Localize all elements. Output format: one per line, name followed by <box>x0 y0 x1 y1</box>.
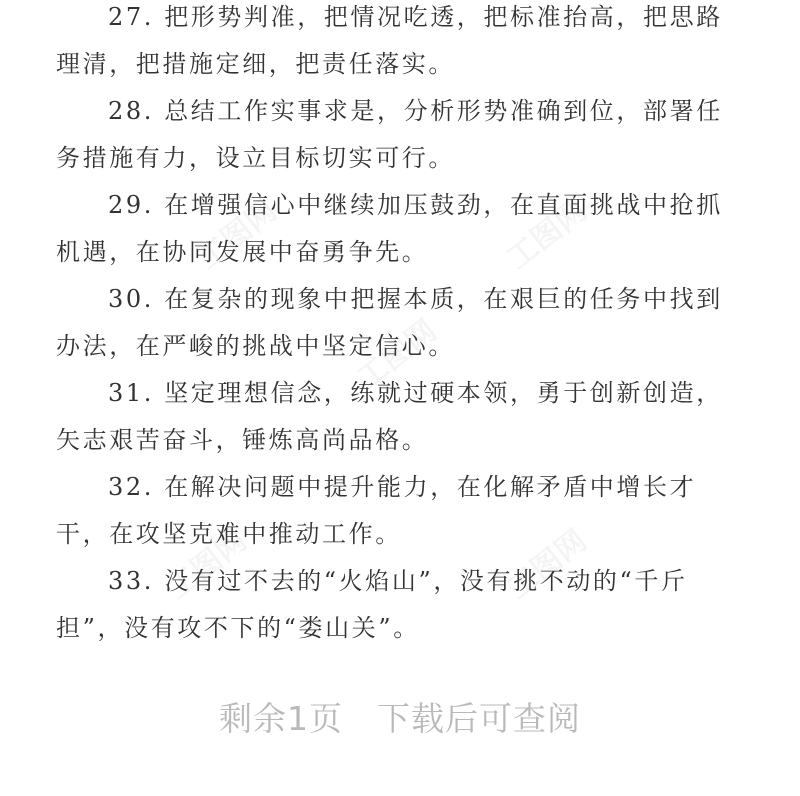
remaining-pages-label: 剩余1页 <box>219 699 343 738</box>
paragraph-31: 31. 坚定理想信念，练就过硬本领，勇于创新创造，矢志艰苦奋斗，锤炼高尚品格。 <box>56 379 723 454</box>
paragraph-29: 29. 在增强信心中继续加压鼓劲，在直面挑战中抢抓机遇，在协同发展中奋勇争先。 <box>56 191 723 266</box>
paragraph-30: 30. 在复杂的现象中把握本质，在艰巨的任务中找到办法，在严峻的挑战中坚定信心。 <box>56 285 723 360</box>
document-body <box>56 0 748 652</box>
paragraph-33: 33. 没有过不去的“火焰山”，没有挑不动的“千斤担”，没有攻不下的“娄山关”。 <box>56 567 688 642</box>
paragraph-27: 27. 把形势判准，把情况吃透，把标准抬高，把思路理清，把措施定细，把责任落实。 <box>56 3 723 78</box>
paragraph-28: 28. 总结工作实事求是，分析形势准确到位，部署任务措施有力，设立目标切实可行。 <box>56 97 723 172</box>
download-hint-label: 下载后可查阅 <box>377 699 581 738</box>
download-prompt[interactable] <box>0 693 800 740</box>
paragraph-32: 32. 在解决问题中提升能力，在化解矛盾中增长才干，在攻坚克难中推动工作。 <box>56 473 697 548</box>
